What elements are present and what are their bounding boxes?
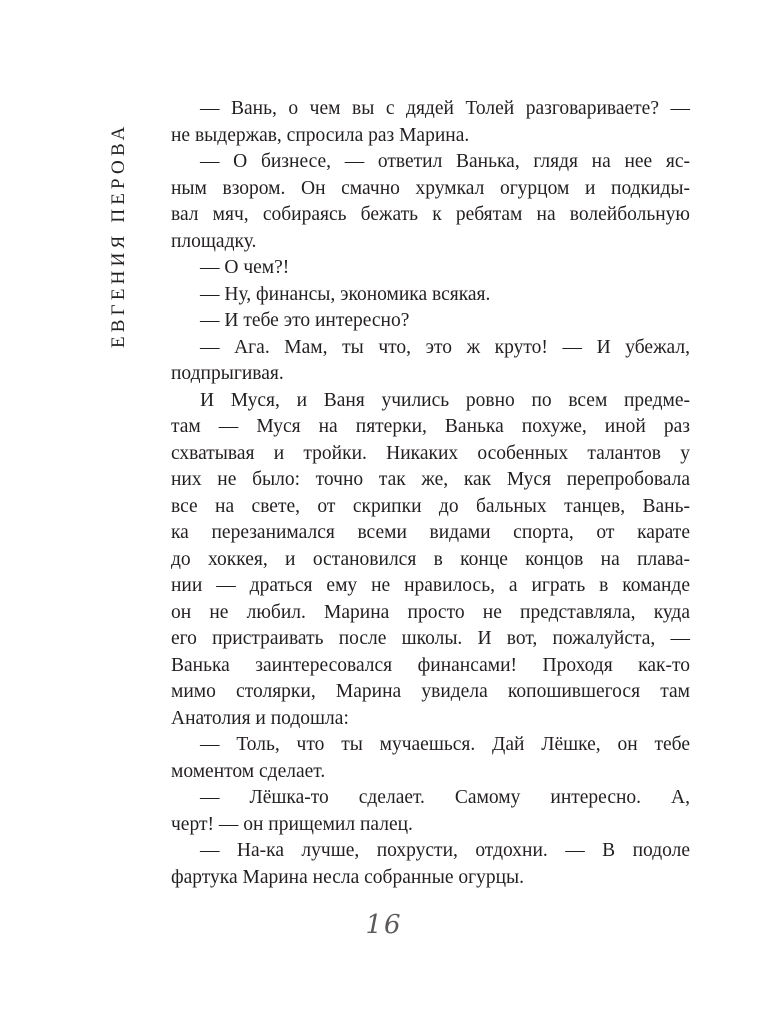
paragraph <box>171 255 690 282</box>
text-line: — На-ка лучше, похрусти, отдохни. — В подоле <box>200 840 690 861</box>
text-line: площадку. <box>171 230 257 252</box>
text-line: ным взором. Он смачно хрумкал огурцом и подкиды- <box>171 177 690 199</box>
text-line: И Муся, и Ваня учились ровно по всем предме- <box>200 389 690 411</box>
text-line: не выдержав, спросила раз Марина. <box>171 124 470 146</box>
text-line: — Толь, что ты мучаешься. Дай Лёшке, он тебе <box>200 734 690 755</box>
text-line: все на свете, от скрипки до бальных танцев, Вань- <box>171 495 690 517</box>
paragraph <box>171 838 690 891</box>
text-line: Ванька заинтересовался финансами! Проходя как-то <box>171 654 690 676</box>
paragraph <box>171 308 690 335</box>
text-line: — Ага. Мам, ты что, это ж круто! — И убежал, <box>200 336 690 358</box>
paragraph <box>171 282 690 309</box>
paragraph <box>171 96 690 149</box>
text-line: схватывая и тройки. Никаких особенных талантов у <box>171 442 690 464</box>
text-line: ка перезанимался всеми видами спорта, от карате <box>171 522 690 543</box>
text-line: он не любил. Марина просто не представляла, куда <box>171 601 690 623</box>
text-line: моментом сделает. <box>171 760 326 782</box>
text-line: до хоккея, и остановился в конце концов на плава- <box>171 548 690 570</box>
text-line: Анатолия и подошла: <box>171 707 349 729</box>
text-line: — Лёшка-то сделает. Самому интересно. А, <box>200 787 690 808</box>
text-line: вал мяч, собираясь бежать к ребятам на волейбольную <box>171 204 690 225</box>
text-line: — И тебе это интересно? <box>200 310 410 331</box>
paragraph <box>171 149 690 255</box>
text-line: мимо столярки, Марина увидела копошившегося там <box>171 681 690 702</box>
paragraph <box>171 732 690 785</box>
text-line: фартука Марина несла собранные огурцы. <box>171 866 525 888</box>
text-line: подпрыгивая. <box>171 363 284 384</box>
paragraph <box>171 335 690 388</box>
text-line: его пристраивать после школы. И вот, пожалуйста, — <box>171 628 690 649</box>
text-line: нии — драться ему не нравилось, а играть в команде <box>171 575 690 596</box>
text-line: — О бизнесе, — ответил Ванька, глядя на нее яс- <box>200 151 690 172</box>
text-line: — О чем?! <box>200 257 290 278</box>
text-line: черт! — он прищемил палец. <box>171 813 413 835</box>
text-line: — Ну, финансы, экономика всякая. <box>200 283 491 305</box>
paragraph <box>171 388 690 733</box>
paragraph <box>171 785 690 838</box>
text-line: там — Муся на пятерки, Ванька похуже, иной раз <box>171 416 690 437</box>
text-line: — Вань, о чем вы с дядей Толей разговариваете? — <box>200 98 690 119</box>
body-text <box>171 96 690 891</box>
running-head-author: ЕВГЕНИЯ ПЕРОВА <box>108 122 129 348</box>
text-line: них не было: точно так же, как Муся перепробовала <box>171 469 690 490</box>
page-number: 16 <box>365 910 403 940</box>
